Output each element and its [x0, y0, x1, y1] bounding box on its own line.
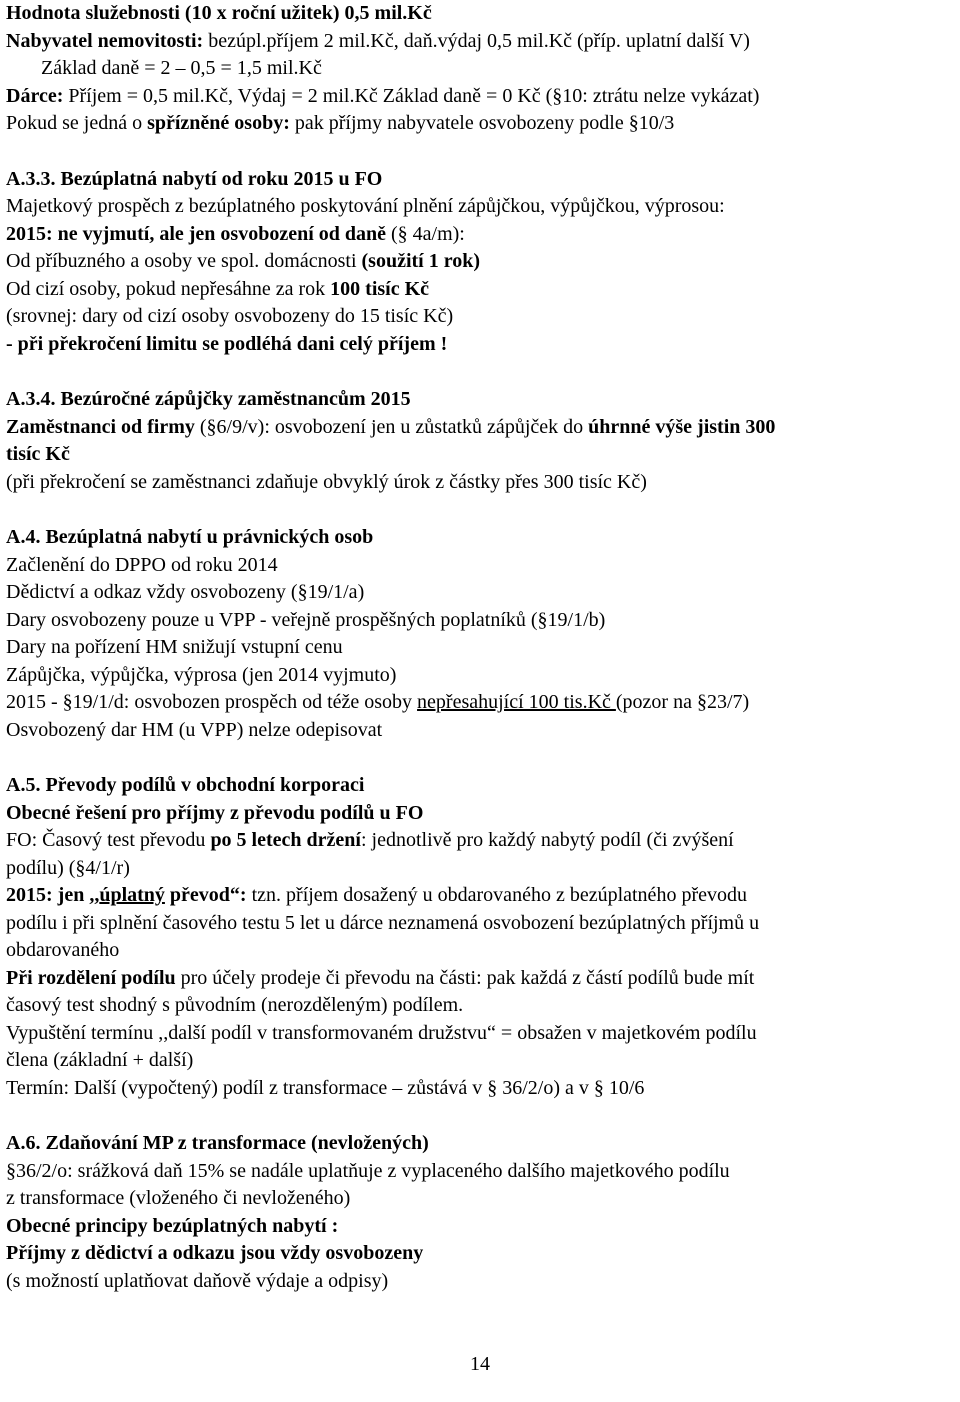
a34-line-2: tisíc Kč: [6, 443, 70, 465]
document-page: [6, 0, 956, 1295]
a33-line-1: Majetkový prospěch z bezúplatného poskytování plnění zápůjčkou, výpůjčkou, výprosou:: [6, 195, 725, 217]
a5-subheading: Obecné řešení pro příjmy z převodu podílů u FO: [6, 801, 424, 824]
a33-line-6: - při překročení limitu se podléhá dani celý příjem !: [6, 332, 448, 355]
a4-line-7: Osvobozený dar HM (u VPP) nelze odepisovat: [6, 718, 383, 741]
section-a4-heading: A.4. Bezúplatná nabytí u právnických osob: [6, 526, 374, 548]
a6-line-3: Obecné principy bezúplatných nabytí :: [6, 1214, 339, 1237]
a33-line-5: (srovnej: dary od cizí osoby osvobozeny do 15 tisíc Kč): [6, 305, 454, 327]
a5-line-10: Termín: Další (vypočtený) podíl z transformace – zůstává v § 36/2/o) a v § 10/6: [6, 1076, 645, 1099]
section-a6-heading: A.6. Zdaňování MP z transformace (nevložených): [6, 1132, 429, 1154]
intro-line-4: Dárce: Příjem = 0,5 mil.Kč, Výdaj = 2 mil.Kč Základ daně = 0 Kč (§10: ztrátu nelze vykázat): [6, 84, 760, 107]
page-number: 14: [470, 1353, 490, 1375]
a33-line-3: Od příbuzného a osoby ve spol. domácnosti (soužití 1 rok): [6, 250, 481, 272]
intro-line-3: Základ daně = 2 – 0,5 = 1,5 mil.Kč: [41, 57, 322, 79]
a5-line-5: obdarovaného: [6, 939, 120, 961]
a4-line-4: Dary na pořízení HM snižují vstupní cenu: [6, 636, 343, 658]
intro-line-1: Hodnota služebnosti (10 x roční užitek) 0,5 mil.Kč: [6, 2, 432, 24]
a6-line-4: Příjmy z dědictví a odkazu jsou vždy osvobozeny: [6, 1242, 424, 1264]
a34-line-3: (při překročení se zaměstnanci zdaňuje obvyklý úrok z částky přes 300 tisíc Kč): [6, 470, 647, 493]
a5-line-9: člena (základní + další): [6, 1049, 194, 1071]
a4-line-3: Dary osvobozeny pouze u VPP - veřejně prospěšných poplatníků (§19/1/b): [6, 608, 606, 631]
a33-line-2: 2015: ne vyjmutí, ale jen osvobození od daně (§ 4a/m):: [6, 222, 465, 245]
a4-line-6: 2015 - §19/1/d: osvobozen prospěch od téže osoby nepřesahující 100 tis.Kč (pozor na §23/7): [6, 691, 750, 713]
a5-line-6: Při rozdělení podílu pro účely prodeje či převodu na části: pak každá z částí podílů bude mít: [6, 966, 755, 989]
section-a34-heading: A.3.4. Bezúročné zápůjčky zaměstnancům 2015: [6, 388, 411, 410]
a6-line-1: §36/2/o: srážková daň 15% se nadále uplatňuje z vyplaceného dalšího majetkového podílu: [6, 1159, 730, 1182]
spacer: [6, 358, 956, 386]
a5-line-4: podílu i při splnění časového testu 5 let u dárce neznamená osvobození bezúplatných příjmů u: [6, 911, 760, 934]
a6-line-5: (s možností uplatňovat daňově výdaje a odpisy): [6, 1269, 389, 1292]
a5-line-1: FO: Časový test převodu po 5 letech držení: jednotlivě pro každý nabytý podíl (či zvýšení: [6, 829, 734, 851]
a4-line-2: Dědictví a odkaz vždy osvobozeny (§19/1/a): [6, 581, 365, 603]
a5-line-7: časový test shodný s původním (nerozděleným) podílem.: [6, 994, 464, 1016]
a6-line-2: z transformace (vloženého či nevloženého): [6, 1187, 351, 1209]
spacer: [6, 496, 956, 524]
section-a5-heading: A.5. Převody podílů v obchodní korporaci: [6, 774, 365, 796]
intro-line-2: Nabyvatel nemovitosti: bezúpl.příjem 2 mil.Kč, daň.výdaj 0,5 mil.Kč (příp. uplatní další V): [6, 29, 750, 52]
a4-line-5: Zápůjčka, výpůjčka, výprosa (jen 2014 vyjmuto): [6, 663, 397, 686]
a4-line-1: Začlenění do DPPO od roku 2014: [6, 553, 278, 576]
section-a33-heading: A.3.3. Bezúplatná nabytí od roku 2015 u FO: [6, 167, 383, 190]
a34-line-1: Zaměstnanci od firmy (§6/9/v): osvobození jen u zůstatků zápůjček do úhrnné výše jistin 300: [6, 415, 776, 438]
spacer: [6, 744, 956, 772]
a5-line-3: 2015: jen ,,úplatný převod“: tzn. příjem dosažený u obdarovaného z bezúplatného převodu: [6, 884, 747, 906]
a5-line-2: podílu) (§4/1/r): [6, 856, 130, 879]
a5-line-8: Vypuštění termínu ,,další podíl v transformovaném družstvu“ = obsažen v majetkovém podílu: [6, 1021, 757, 1044]
spacer: [6, 138, 956, 166]
a33-line-4: Od cizí osoby, pokud nepřesáhne za rok 100 tisíc Kč: [6, 277, 430, 300]
spacer: [6, 1102, 956, 1130]
intro-line-5: Pokud se jedná o spřízněné osoby: pak příjmy nabyvatele osvobozeny podle §10/3: [6, 112, 675, 134]
